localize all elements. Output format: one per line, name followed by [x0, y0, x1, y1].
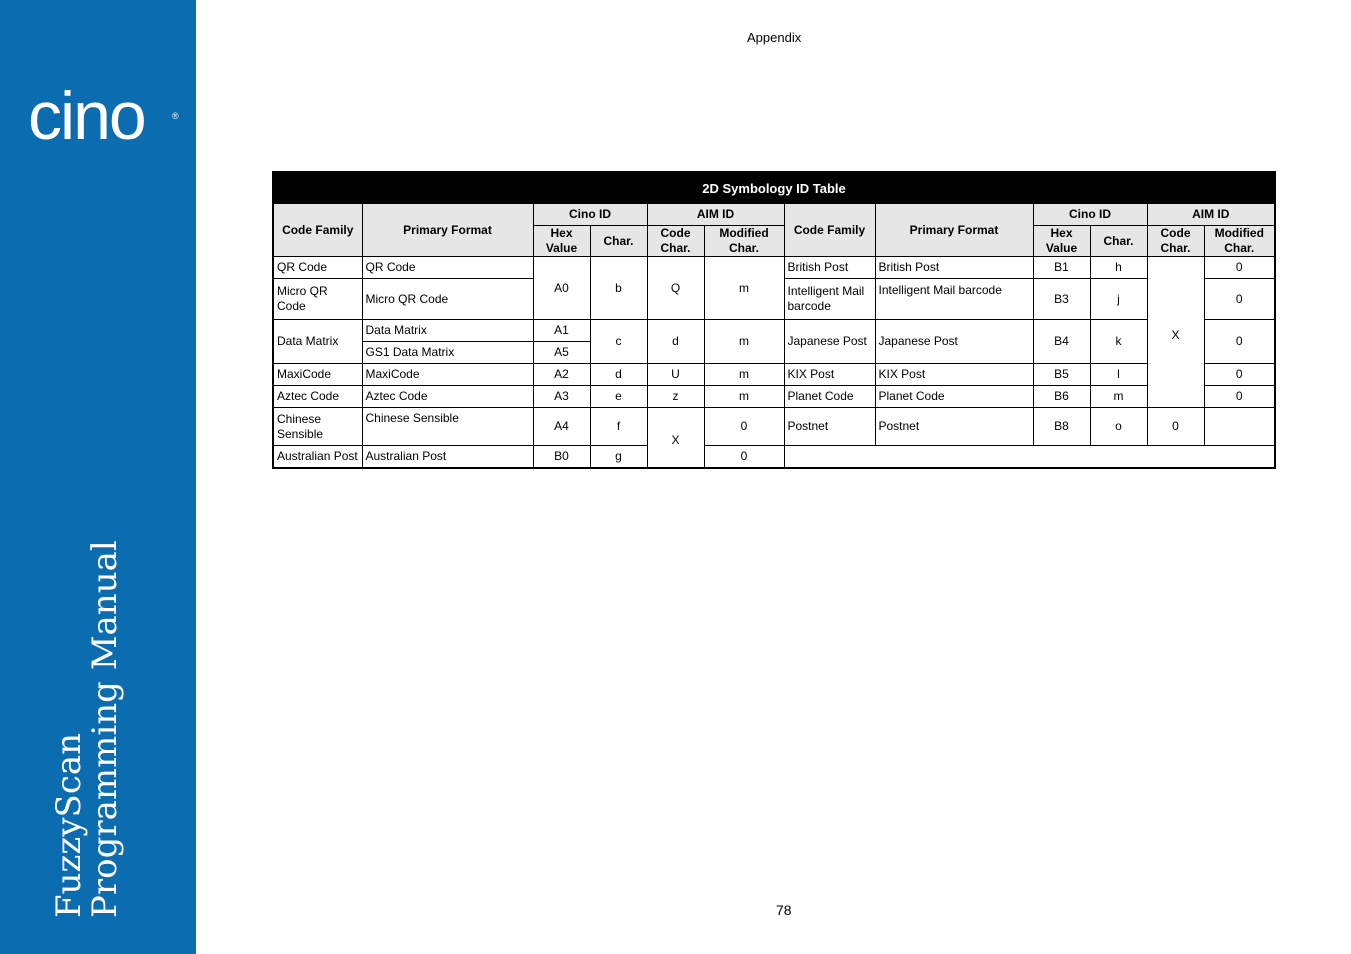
page-number: 78: [776, 902, 792, 918]
header-hex-value: Hex Value: [533, 226, 590, 257]
cell-char: g: [590, 446, 647, 469]
cell-format: British Post: [875, 257, 1033, 279]
cell-format: Postnet: [875, 408, 1033, 446]
cell-hex: A1: [533, 320, 590, 342]
cell-family: Chinese Sensible: [273, 408, 362, 446]
registered-mark: ®: [172, 111, 179, 121]
header-cino-id: Cino ID: [533, 204, 647, 226]
header-primary-format: Primary Format: [362, 204, 533, 257]
cell-char: e: [590, 386, 647, 408]
cell-hex: A2: [533, 364, 590, 386]
cell-char: h: [1090, 257, 1147, 279]
cell-family: Planet Code: [784, 386, 875, 408]
sidebar: [0, 0, 196, 954]
cell-family: Aztec Code: [273, 386, 362, 408]
cell-format: Chinese Sensible: [362, 408, 533, 446]
cell-hex: A0: [533, 257, 590, 320]
cell-char: k: [1090, 320, 1147, 364]
cell-code-char: z: [647, 386, 704, 408]
cell-hex: A4: [533, 408, 590, 446]
cell-code-char: X: [647, 408, 704, 469]
cell-code-char: U: [647, 364, 704, 386]
cell-hex: B8: [1033, 408, 1090, 446]
cell-char: d: [590, 364, 647, 386]
cino-logo: cino: [28, 78, 145, 154]
header-aim-id: AIM ID: [1147, 204, 1275, 226]
table-row: [273, 446, 1275, 469]
cell-char: m: [1090, 386, 1147, 408]
cell-format: Planet Code: [875, 386, 1033, 408]
cell-char: l: [1090, 364, 1147, 386]
cell-format: Australian Post: [362, 446, 533, 469]
table-row: [273, 386, 1275, 408]
cell-format: QR Code: [362, 257, 533, 279]
cell-format: KIX Post: [875, 364, 1033, 386]
cell-char: c: [590, 320, 647, 364]
cell-modified-char: m: [704, 386, 784, 408]
header-cino-id: Cino ID: [1033, 204, 1147, 226]
cell-modified-char: 0: [1204, 364, 1275, 386]
manual-title-line2: Programming Manual: [85, 540, 125, 918]
cell-hex: A3: [533, 386, 590, 408]
cell-code-char: Q: [647, 257, 704, 320]
cell-format: MaxiCode: [362, 364, 533, 386]
empty-cell: [784, 446, 1275, 469]
header-char: Char.: [1090, 226, 1147, 257]
cell-modified-char: 0: [1204, 257, 1275, 279]
table-row: [273, 320, 1275, 342]
cell-hex: B4: [1033, 320, 1090, 364]
cell-family: Intelligent Mail barcode: [784, 279, 875, 320]
header-modified-char: Modified Char.: [1204, 226, 1275, 257]
header-code-family: Code Family: [784, 204, 875, 257]
cell-hex: B6: [1033, 386, 1090, 408]
cell-family: KIX Post: [784, 364, 875, 386]
cell-modified-char: 0: [704, 446, 784, 469]
cell-modified-char: m: [704, 257, 784, 320]
cell-modified-char: 0: [1204, 320, 1275, 364]
header-primary-format: Primary Format: [875, 204, 1033, 257]
cell-family: Australian Post: [273, 446, 362, 469]
cell-family: Japanese Post: [784, 320, 875, 364]
table-row: [273, 408, 1275, 446]
cell-modified-char: 0: [1204, 279, 1275, 320]
cell-family: MaxiCode: [273, 364, 362, 386]
cell-hex: A5: [533, 342, 590, 364]
header-char: Char.: [590, 226, 647, 257]
cell-char: b: [590, 257, 647, 320]
cell-hex: B0: [533, 446, 590, 469]
header-aim-id: AIM ID: [647, 204, 784, 226]
table-row: [273, 364, 1275, 386]
cell-modified-char: 0: [1204, 386, 1275, 408]
table-row: [273, 257, 1275, 279]
header-hex-value: Hex Value: [1033, 226, 1090, 257]
cell-format: GS1 Data Matrix: [362, 342, 533, 364]
cell-modified-char: 0: [1147, 408, 1204, 446]
cell-hex: B1: [1033, 257, 1090, 279]
header-code-char: Code Char.: [1147, 226, 1204, 257]
cell-modified-char: m: [704, 320, 784, 364]
cell-char: f: [590, 408, 647, 446]
cell-format: Aztec Code: [362, 386, 533, 408]
header-modified-char: Modified Char.: [704, 226, 784, 257]
cell-code-char: d: [647, 320, 704, 364]
page-header: Appendix: [747, 30, 802, 45]
cell-format: Intelligent Mail barcode: [875, 279, 1033, 320]
header-code-char: Code Char.: [647, 226, 704, 257]
cell-hex: B3: [1033, 279, 1090, 320]
cell-char: j: [1090, 279, 1147, 320]
manual-title: [49, 540, 125, 918]
cell-family: Postnet: [784, 408, 875, 446]
cell-format: Japanese Post: [875, 320, 1033, 364]
cell-format: Micro QR Code: [362, 279, 533, 320]
manual-title-line1: FuzzyScan: [49, 732, 89, 918]
symbology-id-table: [272, 171, 1276, 469]
cell-family: QR Code: [273, 257, 362, 279]
cell-modified-char: 0: [704, 408, 784, 446]
cell-format: Data Matrix: [362, 320, 533, 342]
cell-char: o: [1090, 408, 1147, 446]
cell-code-char: X: [1147, 257, 1204, 408]
table-title: 2D Symbology ID Table: [273, 172, 1275, 204]
cell-hex: B5: [1033, 364, 1090, 386]
header-code-family: Code Family: [273, 204, 362, 257]
cell-family: Data Matrix: [273, 320, 362, 364]
cell-modified-char: m: [704, 364, 784, 386]
cell-family: British Post: [784, 257, 875, 279]
cell-family: Micro QR Code: [273, 279, 362, 320]
